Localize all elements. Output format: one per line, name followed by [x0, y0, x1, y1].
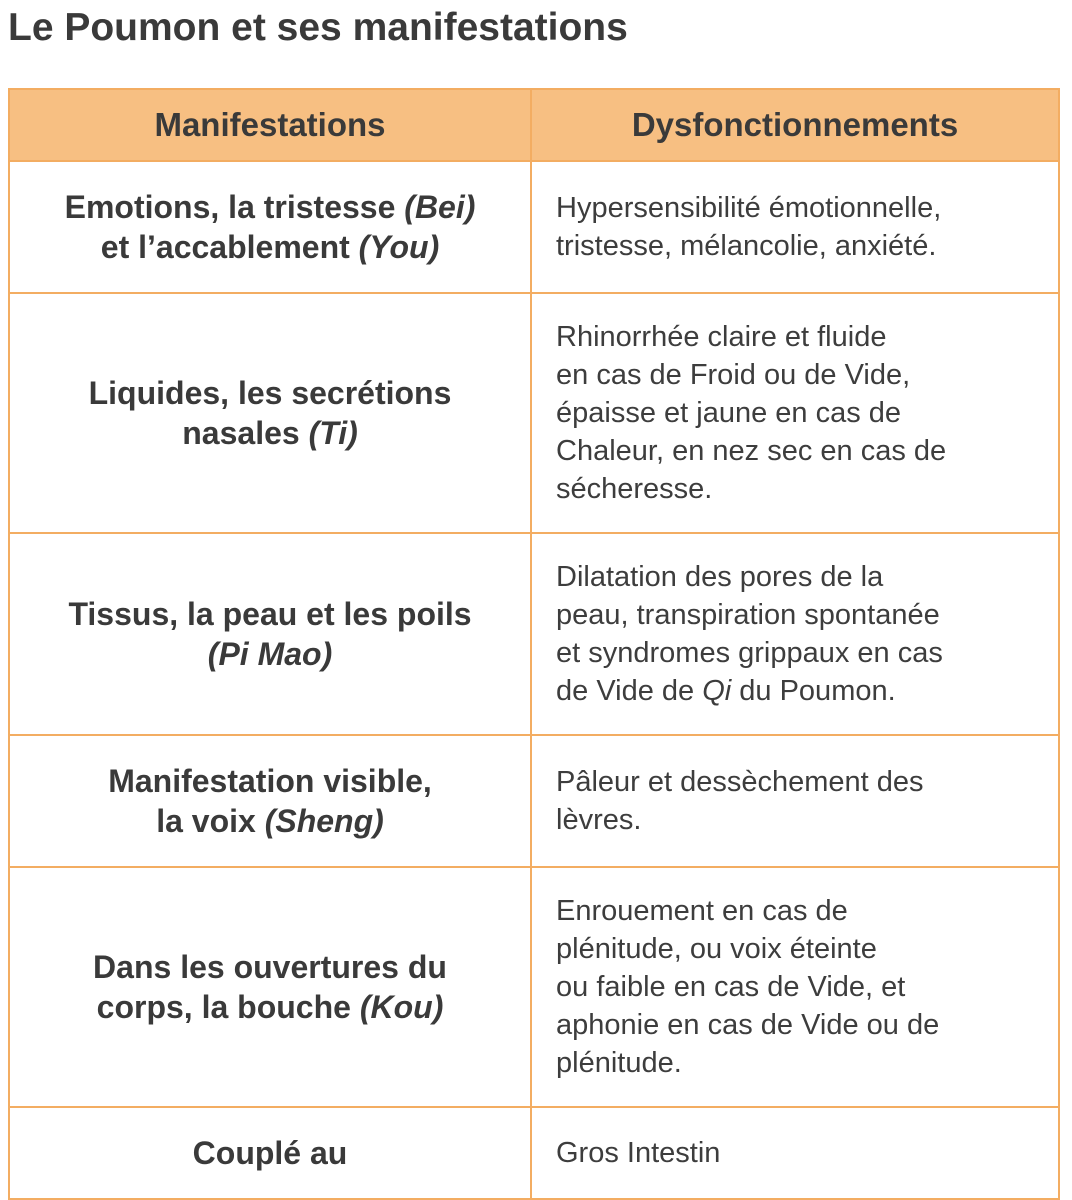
chinese-term: (Bei) — [404, 189, 476, 225]
table-row — [9, 161, 1059, 293]
manifestation-cell: Liquides, les secrétions nasales (Ti) — [9, 293, 531, 533]
dysfonctionnement-cell: Gros Intestin — [531, 1107, 1059, 1199]
manifestation-cell: Couplé au — [9, 1107, 531, 1199]
dysfonctionnement-cell: Rhinorrhée claire et fluide en cas de Froid ou de Vide, épaisse et jaune en cas de Chaleur, en nez sec en cas de sécheresse. — [531, 293, 1059, 533]
table-row — [9, 867, 1059, 1107]
chinese-term: (Pi Mao) — [207, 636, 333, 672]
table-header-row — [9, 89, 1059, 161]
chinese-term: (Ti) — [308, 415, 358, 451]
table-row — [9, 533, 1059, 735]
dysfonctionnement-cell: Pâleur et dessèchement des lèvres. — [531, 735, 1059, 867]
chinese-term: (Kou) — [359, 989, 444, 1025]
chinese-term: (Sheng) — [264, 803, 384, 839]
manifestation-cell: Dans les ouvertures du corps, la bouche (Kou) — [9, 867, 531, 1107]
dysfonctionnement-cell: Enrouement en cas de plénitude, ou voix éteinte ou faible en cas de Vide, et aphonie en cas de Vide ou de plénitude. — [531, 867, 1059, 1107]
chinese-term: (You) — [358, 229, 440, 265]
dysfonctionnement-cell: Hypersensibilité émotionnelle, tristesse, mélancolie, anxiété. — [531, 161, 1059, 293]
table-row — [9, 293, 1059, 533]
table-row — [9, 735, 1059, 867]
dysfonctionnement-cell: Dilatation des pores de la peau, transpiration spontanée et syndromes grippaux en cas de Vide de Qi du Poumon. — [531, 533, 1059, 735]
header-manifestations: Manifestations — [9, 89, 531, 161]
chinese-term: Qi — [702, 675, 732, 707]
page-title: Le Poumon et ses manifestations — [8, 6, 628, 49]
manifestation-cell: Tissus, la peau et les poils (Pi Mao) — [9, 533, 531, 735]
manifestation-cell: Manifestation visible, la voix (Sheng) — [9, 735, 531, 867]
table-row — [9, 1107, 1059, 1199]
manifestation-cell: Emotions, la tristesse (Bei) et l’accablement (You) — [9, 161, 531, 293]
header-dysfonctionnements: Dysfonctionnements — [531, 89, 1059, 161]
manifestations-table — [8, 88, 1060, 1200]
